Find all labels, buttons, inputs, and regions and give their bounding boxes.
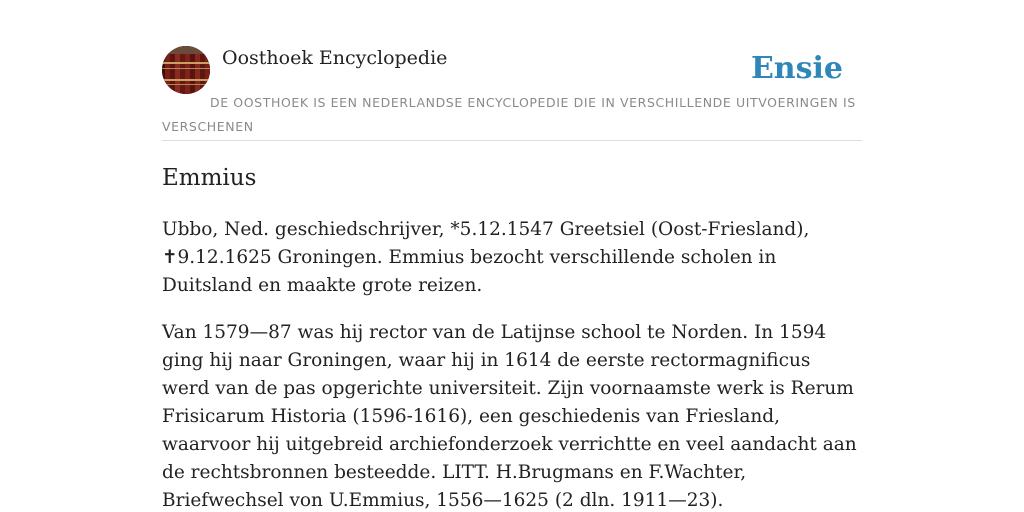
site-header <box>162 46 862 141</box>
article-title: Emmius <box>162 165 257 191</box>
avatar[interactable] <box>162 46 210 94</box>
article <box>162 162 862 512</box>
site-tagline: DE OOSTHOEK IS EEN NEDERLANDSE ENCYCLOPEDIE DIE IN VERSCHILLENDE UITVOERINGEN IS VERSCHENEN <box>162 95 856 134</box>
article-paragraph: Van 1579—87 was hij rector van de Latijnse school te Norden. In 1594 ging hij naar Groningen, waar hij in 1614 de eerste rectormagnificus werd van de pas opgerichte universiteit. Zijn voornaamste werk is Rerum Frisicarum Historia (1596-1616), een geschiedenis van Friesland, waarvoor hij uitgebreid archiefonderzoek verrichtte en veel aandacht aan de rechtsbronnen besteedde. LITT. H.Brugmans en F.Wachter, Briefwechsel von U.Emmius, 1556—1625 (2 dln. 1911—23). <box>162 322 857 511</box>
book-spines-icon <box>162 46 210 94</box>
site-title[interactable]: Oosthoek Encyclopedie <box>222 47 448 69</box>
brand-logo[interactable]: Ensie <box>750 51 843 86</box>
article-paragraph: Ubbo, Ned. geschiedschrijver, *5.12.1547 Greetsiel (Oost-Friesland), ✝9.12.1625 Groningen. Emmius bezocht verschillende scholen in Duitsland en maakte grote reizen. <box>162 219 810 296</box>
